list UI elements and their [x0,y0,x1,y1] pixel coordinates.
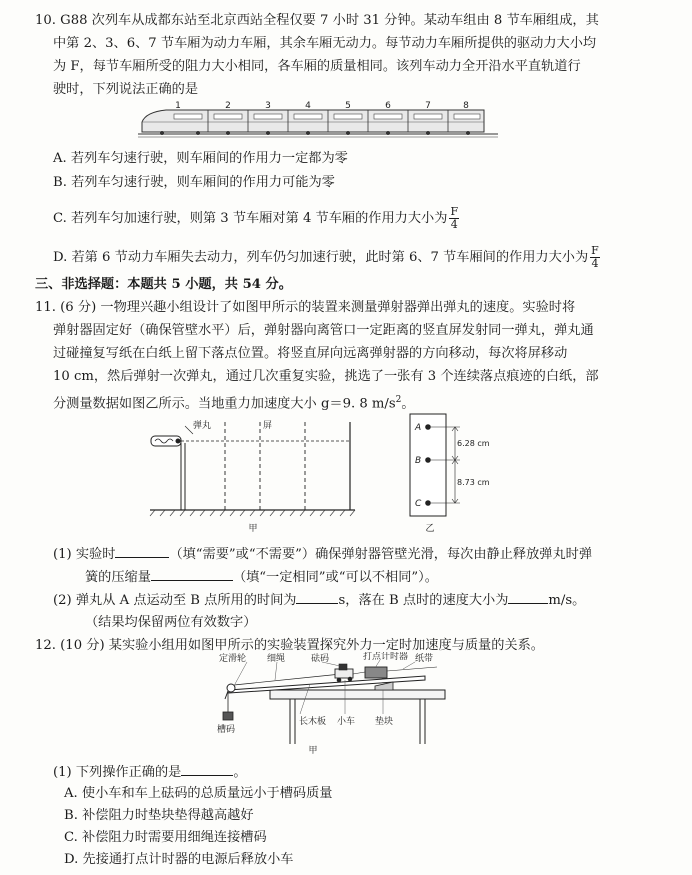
q10-line-4: 驶时，下列说法正确的是 [53,82,199,97]
q10-option-b: B. 若列车匀速行驶，则车厢间的作用力可能为零 [53,175,335,190]
section-heading: 三、非选择题：本题共 5 小题，共 54 分。 [35,277,292,292]
pulley-label: 定滑轮 [219,654,247,664]
fraction-f-over-4: $\frac{F}{4}$ [450,205,459,231]
figure-caption: 乙 [425,524,435,534]
q10-line-2: 中第 2、3、6、7 节车厢为动力车厢，其余车厢无动力。每节动力车厢所提供的驱动力大小均 [53,36,597,51]
car-number: 4 [305,101,311,111]
figure-caption: 甲 [248,524,258,534]
car-number: 5 [345,101,351,111]
car-number: 1 [175,101,181,111]
q12-part1: (1) 下列操作正确的是 。 [53,765,247,780]
cart-label: 小车 [337,717,356,727]
car-number: 7 [425,101,431,111]
screen-label: 屏 [263,421,273,431]
q11-line-3: 过碰撞复写纸在白纸上留下落点位置。将竖直屏向远离弹射器的方向移动，每次将屏移动 [53,346,568,361]
point-c-label: C [415,499,422,509]
tape-label: 纸带 [415,654,434,664]
q12-option-d: D. 先接通打点计时器的电源后释放小车 [64,852,294,867]
answer-blank [296,591,338,604]
q11-part2-line1: (2) 弹丸从 A 点运动至 B 点所用的时间为 s，落在 B 点时的速度大小为 m/s。 [53,593,586,608]
distance-bc: 8.73 cm [457,478,490,487]
hook-weight-label: 槽码 [217,725,236,735]
q10-line-1: 10. G88 次列车从成都东站至北京西站全程仅要 7 小时 31 分钟。某动车组由 8 节车厢组成，其 [35,13,599,28]
point-b-label: B [415,456,422,466]
timer-label: 打点计时器 [363,652,409,662]
car-number: 6 [385,101,391,111]
string-label: 细绳 [267,654,286,664]
q11-part1-line1: (1) 实验时 （填“需要”或“不需要”）确保弹射器管壁光滑，每次由静止释放弹丸时弹 [53,547,593,562]
weights-label: 砝码 [311,654,330,664]
landing-points-figure [400,410,510,535]
answer-blank [115,545,169,558]
answer-blank [181,763,233,776]
point-a-label: A [415,423,422,433]
q11-line-5: 分测量数据如图乙所示。当地重力加速度大小 g＝9. 8 $m/s^2$。 [53,395,415,412]
distance-ab: 6.28 cm [457,439,490,448]
q11-part2-note: （结果均保留两位有效数字） [85,615,257,630]
q12-option-c: C. 补偿阻力时需要用细绳连接槽码 [64,830,267,845]
q10-option-d: D. 若第 6 节动力车厢失去动力，列车仍匀加速行驶，此时第 6、7 节车厢间的作用力大小为 $\frac{F}{4}$ [53,244,599,270]
car-number: 8 [463,101,469,111]
q12-option-a: A. 使小车和车上砝码的总质量远小于槽码质量 [64,786,333,801]
q10-line-3: 为 F，每节车厢所受的阻力大小相同，各车厢的质量相同。该列车动力全开沿水平直轨道行 [53,59,581,74]
car-number: 3 [265,101,271,111]
answer-blank [508,591,548,604]
block-label: 垫块 [375,717,394,727]
train-figure [138,100,498,140]
q11-line-1: 11. (6 分) 一物理兴趣小组设计了如图甲所示的装置来测量弹射器弹出弹丸的速度。实验时将 [35,300,576,315]
q12-option-b: B. 补偿阻力时垫块垫得越高越好 [64,808,254,823]
q11-line-2: 弹射器固定好（确保管壁水平）后，弹射器向离管口一定距离的竖直屏发射同一弹丸，弹丸通 [53,323,594,338]
cart-experiment-figure [215,652,460,757]
q10-option-a: A. 若列车匀速行驶，则车厢间的作用力一定都为零 [53,151,348,166]
q11-part1-line2: 簧的压缩量 （填“一定相同”或“可以不相同”）。 [85,570,438,585]
car-number: 2 [225,101,231,111]
q12-line-1: 12. (10 分) 某实验小组用如图甲所示的实验装置探究外力一定时加速度与质量的关系。 [35,638,544,653]
figure-caption: 甲 [308,746,318,756]
projectile-label: 弹丸 [193,421,212,431]
launcher-screen-figure [145,410,360,535]
board-label: 长木板 [299,717,327,727]
fraction-f-over-4: $\frac{F}{4}$ [591,244,599,270]
q10-option-c: C. 若列车匀加速行驶，则第 3 节车厢对第 4 节车厢的作用力大小为 $\frac{F}{4}$ [53,205,459,231]
answer-blank [151,568,233,581]
q11-line-4: 10 cm，然后弹射一次弹丸，通过几次重复实验，挑选了一张有 3 个连续落点痕迹的白纸，部 [53,369,599,384]
